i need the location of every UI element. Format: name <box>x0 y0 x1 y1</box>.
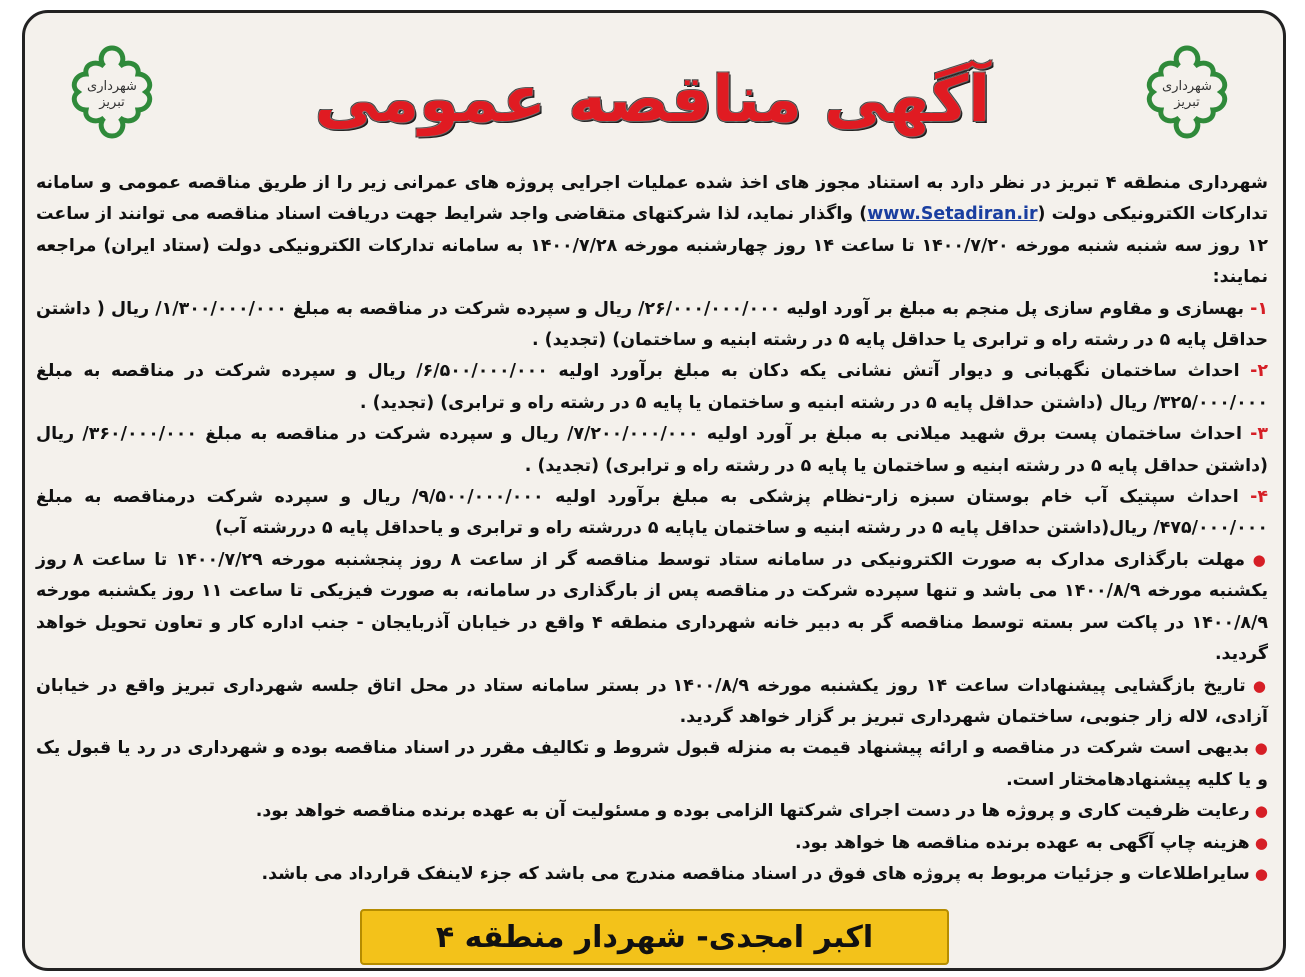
svg-text:تبریز: تبریز <box>1174 95 1200 110</box>
note-item <box>36 859 1268 890</box>
flower-logo-icon <box>62 42 162 142</box>
item-text: احداث ساختمان نگهبانی و دیوار آتش نشانی یکه دکان به مبلغ برآورد اولیه ۶/۵۰۰/۰۰۰/۰۰۰/ ریال و سپرده شرکت در مناقصه به مبلغ ۳۲۵/۰۰۰/۰۰۰/ ریال (داشتن حداقل پایه ۵ در رشته ابنیه و ساختمان یا پایه ۵ در رشته راه و ترابری) (تجدید) . <box>36 361 1268 413</box>
municipality-logo-right <box>1137 42 1237 142</box>
bullet-icon: ● <box>1249 833 1268 852</box>
bullet-icon: ● <box>1245 676 1268 695</box>
note-item <box>36 796 1268 827</box>
list-item <box>36 482 1268 545</box>
flower-logo-icon <box>1137 42 1237 142</box>
note-text: هزینه چاپ آگهی به عهده برنده مناقصه ها خواهد بود. <box>795 832 1250 853</box>
svg-text:شهرداری: شهرداری <box>1162 79 1212 94</box>
list-item <box>36 419 1268 482</box>
intro-text-2: ) واگذار نماید، لذا شرکتهای متقاضی واجد شرایط جهت دریافت اسناد مناقصه می توانند از ساعت ۱۲ روز سه شنبه شنبه مورخه ۱۴۰۰/۷/۲۰ تا ساعت ۱۴ روز چهارشنبه مورخه ۱۴۰۰/۷/۲۸ به سامانه تدارکات الکترونیکی دولت (ستاد ایران) مراجعه نمایند: <box>36 204 1268 288</box>
list-item <box>36 356 1268 419</box>
item-number: ۱- <box>1250 298 1268 319</box>
page-title: آگهی مناقصه عمومی <box>314 63 991 137</box>
note-item <box>36 828 1268 859</box>
bullet-icon: ● <box>1249 739 1268 758</box>
item-text: احداث ساختمان پست برق شهید میلانی به مبلغ بر آورد اولیه ۷/۲۰۰/۰۰۰/۰۰۰/ ریال و سپرده شرکت در مناقصه به مبلغ ۳۶۰/۰۰۰/۰۰۰/ ریال (داشتن حداقل پایه ۵ در رشته ابنیه و ساختمان یا پایه ۵ در رشته راه و ترابری) (تجدید) . <box>36 424 1268 476</box>
bullet-icon: ● <box>1249 802 1268 821</box>
note-item <box>36 671 1268 734</box>
org-name: شهرداری منطقه ۴ تبریز <box>1057 173 1268 193</box>
signature-banner <box>360 909 949 965</box>
notice-body <box>36 168 1268 890</box>
note-item <box>36 545 1268 671</box>
note-text: مهلت بارگذاری مدارک به صورت الکترونیکی در سامانه ستاد توسط مناقصه گر از ساعت ۸ روز پنجشنبه مورخه ۱۴۰۰/۷/۲۹ تا ساعت ۸ روز یکشنبه مورخه ۱۴۰۰/۸/۹ می باشد و تنها سپرده شرکت در مناقصه پس از بارگذاری در سامانه، به صورت فیزیکی تا ساعت ۱۱ روز یکشنبه مورخه ۱۴۰۰/۸/۹ در پاکت سر بسته توسط مناقصه گر به دبیر خانه شهرداری منطقه ۴ واقع در خیابان آذربایجان - جنب اداره کار و تعاون تحویل خواهد گردید. <box>36 549 1268 665</box>
item-text: بهسازی و مقاوم سازی پل منجم به مبلغ بر آورد اولیه ۲۶/۰۰۰/۰۰۰/۰۰۰/ ریال و سپرده شرکت در مناقصه به مبلغ ۱/۳۰۰/۰۰۰/۰۰۰/ ریال ( داشتن حداقل پایه ۵ در رشته راه و ترابری یا حداقل پایه ۵ در رشته ابنیه و ساختمان) (تجدید) . <box>36 298 1268 351</box>
intro-paragraph <box>36 168 1268 294</box>
item-number: ۲- <box>1250 361 1269 382</box>
website-link[interactable]: www.Setadiran.ir <box>867 204 1038 225</box>
intro-text-1: در نظر دارد به استناد مجوز های اخذ شده عملیات اجرایی پروژه های عمرانی زیر را از طریق مناقصه عمومی و سامانه تدارکات الکترونیکی دولت ( <box>36 173 1268 225</box>
svg-text:شهرداری: شهرداری <box>87 79 137 94</box>
note-text: بدیهی است شرکت در مناقصه و ارائه پیشنهاد قیمت به منزله قبول شروط و تکالیف مقرر در اسناد مناقصه بوده و شهرداری در رد یا قبول یک و یا کلیه پیشنهادهامختار است. <box>36 738 1268 790</box>
note-text: سایراطلاعات و جزئیات مربوط به پروژه های فوق در اسناد مناقصه مندرج می باشد که جزء لاینفک قرارداد می باشد. <box>261 863 1250 884</box>
item-number: ۴- <box>1250 487 1268 508</box>
bullet-icon: ● <box>1245 550 1268 569</box>
item-number: ۳- <box>1250 424 1268 445</box>
signature-text: اکبر امجدی- شهردار منطقه ۴ <box>435 919 874 955</box>
municipality-logo-left <box>62 42 162 142</box>
item-text: احداث سپتیک آب خام بوستان سبزه زار-نظام پزشکی به مبلغ برآورد اولیه ۹/۵۰۰/۰۰۰/۰۰۰/ ریال و سپرده شرکت درمناقصه به مبلغ ۴۷۵/۰۰۰/۰۰۰/ ریال(داشتن حداقل پایه ۵ در رشته ابنیه و ساختمان یاپایه ۵ دررشته راه و ترابری و یاحداقل پایه ۵ دررشته آب) <box>36 487 1268 539</box>
note-text: تاریخ بازگشایی پیشنهادات ساعت ۱۴ روز یکشنبه مورخه ۱۴۰۰/۸/۹ در بستر سامانه ستاد در محل اتاق جلسه شهرداری تبریز واقع در خیابان آزادی، لاله زار جنوبی، ساختمان شهرداری تبریز بر گزار خواهد گردید. <box>36 675 1268 727</box>
note-item <box>36 733 1268 796</box>
svg-text:تبریز: تبریز <box>99 95 125 110</box>
note-text: رعایت ظرفیت کاری و پروژه ها در دست اجرای شرکتها الزامی بوده و مسئولیت آن به عهده برنده مناقصه خواهد بود. <box>255 801 1250 822</box>
bullet-icon: ● <box>1249 864 1268 883</box>
list-item <box>36 294 1268 357</box>
